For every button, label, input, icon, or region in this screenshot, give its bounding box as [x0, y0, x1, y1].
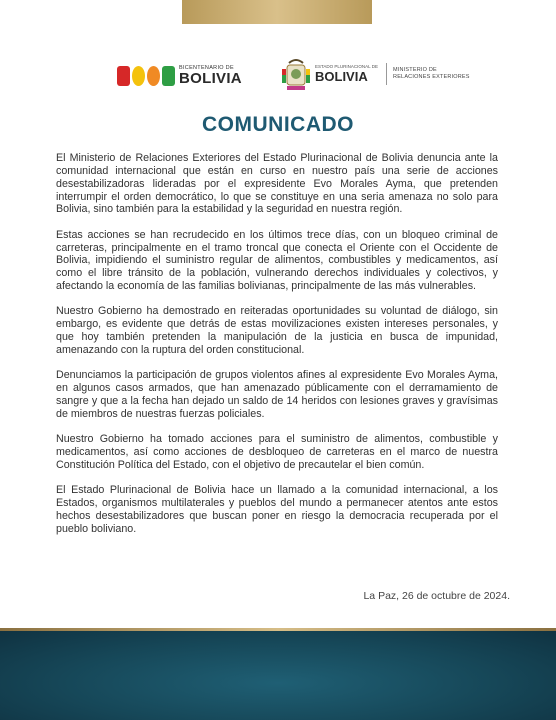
bicentenario-wordmark [179, 66, 242, 87]
red-mark [117, 66, 130, 86]
paragraph-4: Denunciamos la participación de grupos violentos afines al expresidente Evo Morales Ayma, en algunos casos armados, que han amenazado públicamente con el derramamiento de sangre y que a la fecha han dejado un saldo de 14 heridos con lesiones graves y gravísimas de miembros de nuestras fuerzas policiales. [56, 369, 498, 420]
coat-of-arms-icon [281, 57, 311, 91]
bicentenario-emblem [117, 66, 175, 86]
paragraph-6: El Estado Plurinacional de Bolivia hace un llamado a la comunidad internacional, a los Estados, organismos multilaterales y pueblos del mundo a permanecer atentos ante estos hechos desestabilizadores que buscan poner en riesgo la democracia recuperada por el pueblo boliviano. [56, 484, 498, 535]
footer-band [0, 628, 556, 720]
paragraph-1: El Ministerio de Relaciones Exteriores del Estado Plurinacional de Bolivia denuncia ante la comunidad internacional que están en curso en nuestro país una serie de acciones desestabilizadoras lideradas por el expresidente Evo Morales Ayma, que pretenden interrumpir el orden democrático, lo que se constituye en una seria amenaza no solo para Bolivia, sino también para la estabilidad y la seguridad en nuestra región. [56, 152, 498, 216]
header-logos [0, 52, 556, 98]
ministerio-big-text: BOLIVIA [315, 68, 368, 84]
ministerio-dept-name [393, 67, 470, 80]
ministerio-wordmark [315, 65, 378, 83]
top-gold-bar [182, 0, 372, 24]
bicentenario-big-text: BOLIVIA [179, 70, 242, 88]
paragraph-2: Estas acciones se han recrudecido en los últimos trece días, con un bloqueo criminal de carreteras, principalmente en el tramo troncal que conecta el Oriente con el Occidente de Bolivia, impidiendo el suministro regular de alimentos, combustibles y medicamentos, así como el libre tránsito de la población, vulnerando derechos individuales y colectivos, y afectando la economía de las familias bolivianas, principalmente de las más vulnerables. [56, 228, 498, 293]
document-date: La Paz, 26 de octubre de 2024. [363, 590, 510, 602]
dept-line-1: MINISTERIO DE [393, 67, 437, 74]
footer-gold-stripe [0, 628, 556, 631]
dept-line-2: RELACIONES EXTERIORES [393, 74, 470, 80]
orange-mark [147, 66, 160, 86]
bicentenario-logo [117, 62, 242, 90]
ministerio-small-text: ESTADO PLURINACIONAL DE [315, 64, 379, 70]
paragraph-5: Nuestro Gobierno ha tomado acciones para el suministro de alimentos, combustible y medicamentos, así como acciones de desbloqueo de carreteras en el marco de nuestra Constitución Política del Estado, con el objetivo de precautelar el bien común. [56, 433, 498, 471]
bicentenario-small-text: BICENTENARIO DE [179, 64, 234, 71]
page-title: COMUNICADO [202, 113, 354, 136]
green-mark [162, 66, 175, 86]
ministerio-logo [281, 55, 470, 93]
communique-body [56, 152, 498, 548]
paragraph-3: Nuestro Gobierno ha demostrado en reiteradas oportunidades su voluntad de diálogo, sin embargo, es evidente que detrás de estas movilizaciones existen intereses personales, y que hoy también pretenden la manipulación de la justicia en busca de impunidad, amenazando con la ruptura del orden constitucional. [56, 305, 498, 356]
yellow-mark [132, 66, 145, 86]
logo-divider [386, 63, 387, 85]
